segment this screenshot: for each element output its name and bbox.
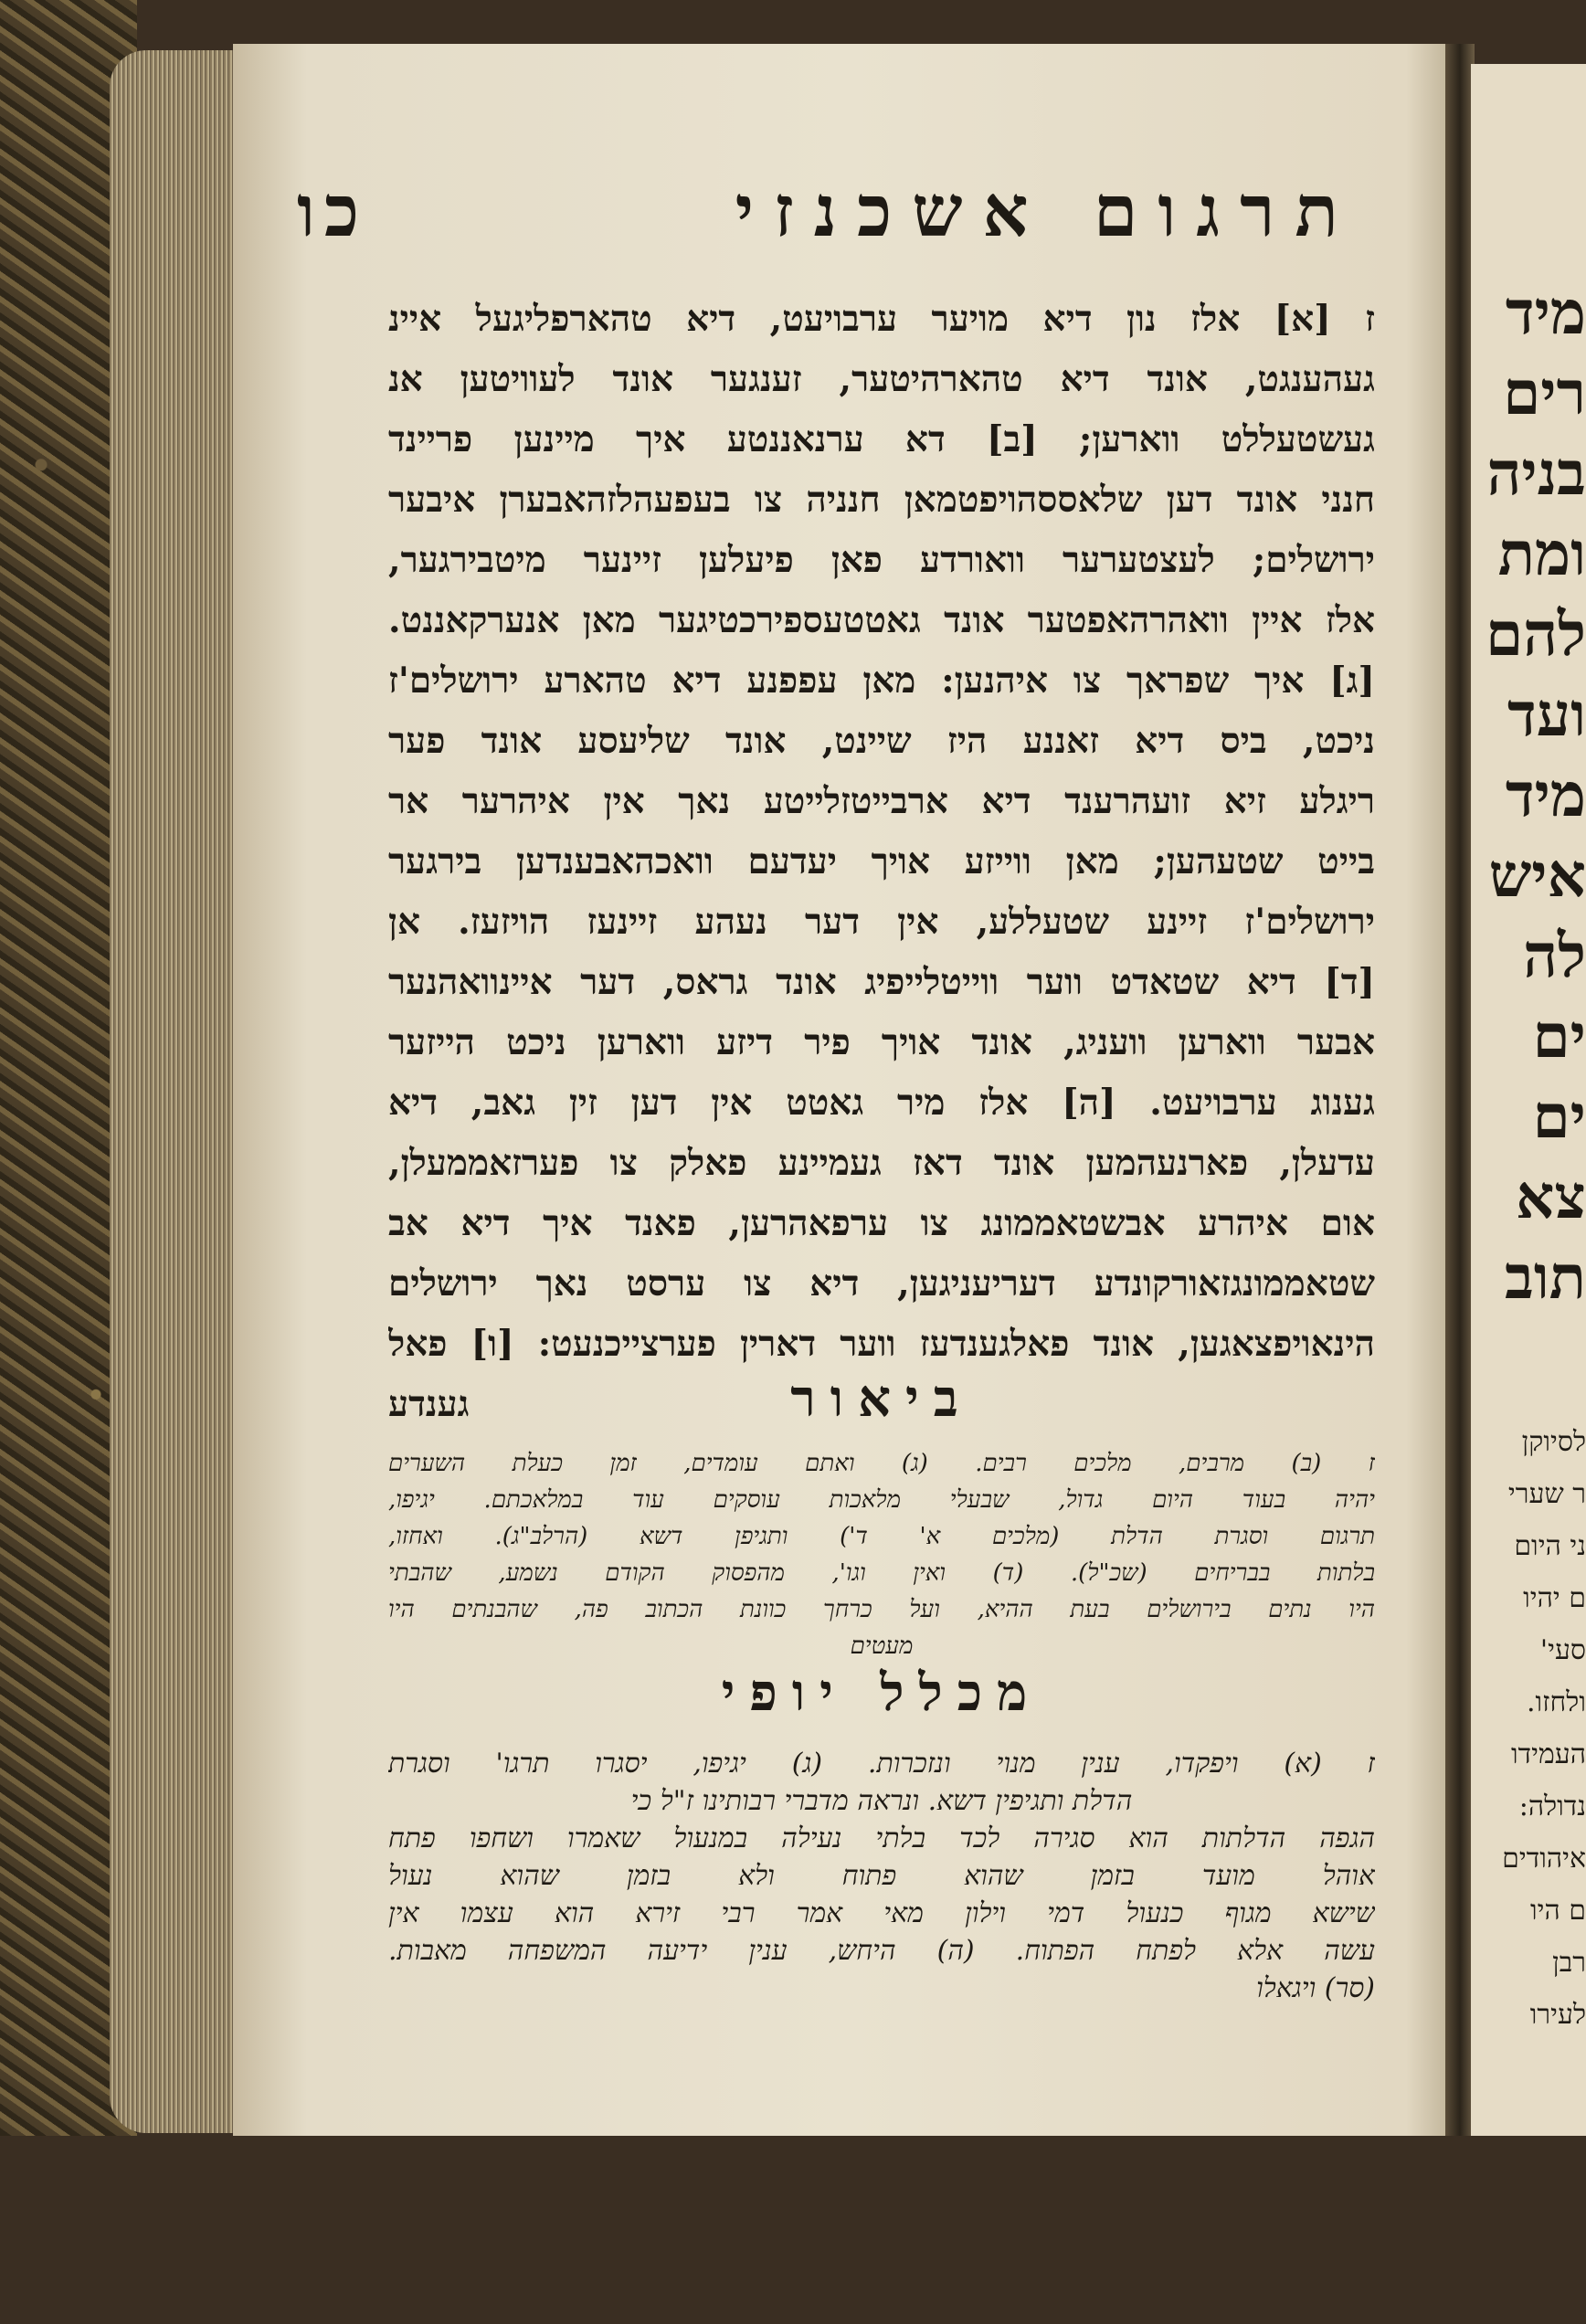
text-line: ירושלים'ז זיינע שטעללע, אין דער נעהע זיינעז הויזעז. אן <box>388 901 1375 943</box>
text-line: [ג] איך שפראך צו איהנען: מאן עפפנע דיא טהארע ירושלים'ז <box>388 660 1375 702</box>
note-line: הדלת ותגיפין דשא. ונראה מדברי רבותינו ז"ל כי <box>630 1785 1133 1817</box>
michlal-yofi-notes <box>388 1745 1375 2007</box>
text-line: בייט שטעהען; מאן ווייזע אויך יעדעם וואכהאבענדען בירגער <box>388 840 1375 882</box>
note-line: תרגום וסגרת הדלת (מלכים א' ד') ותגיפן דשא (הרלב"ג). ואחזו, <box>388 1523 1375 1550</box>
right-page-note: ולחזו. <box>1526 1686 1586 1718</box>
biur-notes <box>388 1445 1375 1664</box>
text-line: עדעלן, פארנעהמען אונד דאז געמיינע פאלק צו פערזאממעלן, <box>388 1142 1375 1184</box>
text-line: גענוג ערבויעט. [ה] אלז מיר גאטט אין דען זין גאב, דיא <box>388 1082 1375 1124</box>
note-line: הגפה הדלתות הוא סגירה לכד בלתי נעילה במנעול שאמרו ושחפו פתח <box>388 1822 1375 1854</box>
right-page-note: רבן <box>1552 1947 1586 1979</box>
page-header <box>297 161 1359 261</box>
right-page-note: ם היו <box>1529 1895 1586 1927</box>
right-page-note: ני היום <box>1514 1530 1586 1562</box>
right-page-line: ומת <box>1497 518 1586 589</box>
note-line: ז (א) ויפקדו, ענין מנוי ונזכרות. (ג) יגיפו, יסגרו תרגו' וסגרת <box>388 1748 1375 1780</box>
right-page-line: מיד <box>1505 759 1586 830</box>
text-line: אלז איין וואהרהאפטער אונד גאטטעספירכטיגער מאן אנערקאננט. <box>388 599 1375 641</box>
note-line: בלתות בבריחים (שכ"ל). (ד) ואין וגו', מהפסוק הקודם נשמע, שהבתי <box>388 1559 1375 1587</box>
text-line: ז [א] אלז נון דיא מויער ערבויעט, דיא טהארפליגעל איינ <box>388 298 1375 340</box>
right-page-note: סעי' <box>1539 1634 1586 1666</box>
right-page-note: לעירו <box>1529 1999 1586 2031</box>
note-line: היו נתים בירושלים בעת ההיא, ועל כרחך כוונת הכתוב פה, שהבנתים היו <box>388 1596 1375 1623</box>
right-page-line: בניה <box>1486 438 1586 509</box>
right-page-note: ם יהיו <box>1523 1582 1586 1614</box>
text-line: אבער ווארען וועניג, אונד אויך פיר דיזע ווארען ניכט הייזער <box>388 1021 1375 1063</box>
note-line: שישא מגוף כנעול דמי וילון מאי אמר רבי זירא הוא עצמו אין <box>388 1897 1375 1929</box>
right-page-line: איש <box>1488 840 1586 911</box>
right-page-line: תוב <box>1505 1241 1586 1313</box>
text-line: געהענגט, אונד דיא טהארהיטער, זענגער אונד לעוויטען אנ <box>388 358 1375 400</box>
note-line: עשה אלא לפתח הפתוח. (ה) היחש, ענין ידיעה המשפחה מאבות. <box>388 1935 1375 1967</box>
text-line: שטאממונגזאורקונדע דעריעניגען, דיא צו ערסט נאך ירושלים <box>388 1262 1375 1305</box>
right-page-line: ים <box>1532 1000 1586 1072</box>
right-page-line: רים <box>1503 357 1586 428</box>
left-page <box>233 44 1468 2136</box>
right-page-line: להם <box>1485 598 1586 670</box>
right-page-fragment <box>1471 64 1586 2138</box>
note-line: יהיה בעוד היום גדול, שבעלי מלאכות עוסקים עוד במלאכתם. יגיפו, <box>388 1486 1375 1514</box>
right-page-note: נדולה: <box>1518 1791 1586 1822</box>
biur-heading: ביאור <box>790 1368 973 1429</box>
right-page-line: ועד <box>1507 679 1586 750</box>
page-number: כו <box>297 169 369 253</box>
text-line: [ד] דיא שטאדט ווער ווייטלייפיג אונד גראס, דער איינוואהנער <box>388 961 1375 1003</box>
right-page-line: ים <box>1532 1081 1586 1152</box>
catchword: גענדע <box>388 1383 470 1425</box>
michlal-yofi-heading: מכלל יופי <box>721 1663 1042 1723</box>
right-page-line: לה <box>1523 920 1586 991</box>
note-line: אוהל מועד בזמן שהוא פתוח ולא בזמן שהוא נעול <box>388 1860 1375 1892</box>
right-page-note: העמידו <box>1511 1738 1586 1770</box>
note-line: (סר) ויגאלו <box>1256 1972 1375 2004</box>
note-line: ז (ב) מרבים, מלכים רבים. (ג) ואתם עומדים, זמן כעלת השערים <box>388 1450 1375 1477</box>
right-page-note: לסיוקן <box>1521 1426 1586 1458</box>
text-line: ירושלים; לעצטערער וואורדע פאן פיעלען זיינער מיטבירגער, <box>388 539 1375 581</box>
running-title: תרגום אשכנזי <box>735 169 1359 253</box>
text-line: חנני אונד דען שלאססהויפטמאן חנניה צו בעפעהלזהאבערן איבער <box>388 479 1375 521</box>
right-page-line: מיד <box>1505 277 1586 348</box>
text-line: הינאויפצאגען, אונד פאלגענדעז ווער דארין פערצייכנעט: [ו] פאל <box>388 1323 1375 1365</box>
right-page-line: צא <box>1516 1161 1586 1232</box>
page-edges <box>110 50 238 2133</box>
right-page-note: ר שערי <box>1507 1478 1586 1510</box>
text-line: ריגלע זיא זועהרענד דיא ארבייטזלייטע נאך אין איהרער אר <box>388 780 1375 822</box>
main-text-block <box>388 289 1375 1434</box>
text-line: אום איהרע אבשטאממונג צו ערפאהרען, פאנד איך דיא אב <box>388 1202 1375 1244</box>
background-bottom <box>0 2136 1586 2324</box>
note-line: מעטים <box>850 1632 914 1660</box>
right-page-note: איהודים <box>1502 1843 1586 1875</box>
text-line: געשטעללט ווארען; [ב] דא ערנאננטע איך מיינען פריינד <box>388 418 1375 460</box>
text-line: ניכט, ביס דיא זאננע היז שיינט, אונד שליעסע אונד פער <box>388 720 1375 762</box>
